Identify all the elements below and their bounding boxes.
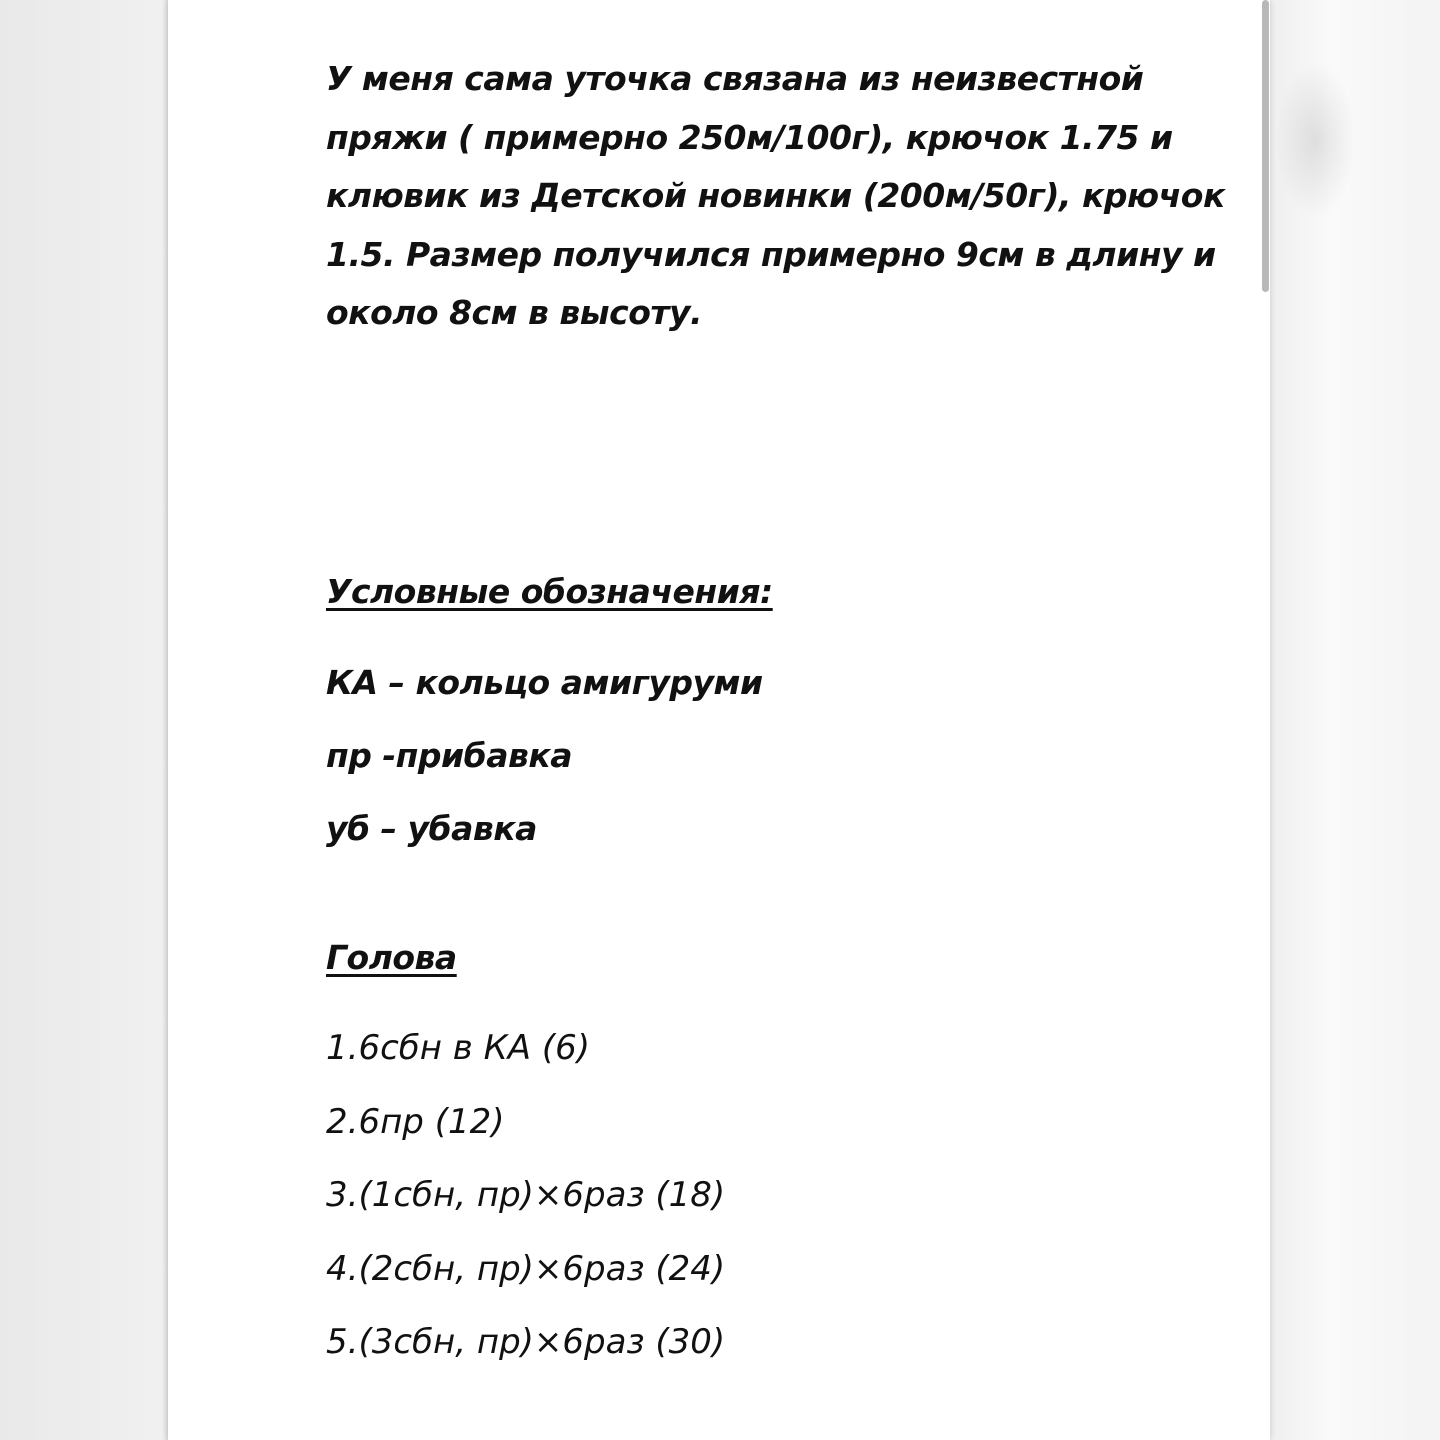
pattern-row: 4.(2сбн, пр)×6раз (24) [326,1248,726,1289]
scrollbar-thumb[interactable] [1262,0,1269,292]
head-section-title: Голова [326,938,457,977]
pattern-row: 3.(1сбн, пр)×6раз (18) [326,1175,726,1215]
legend-item: КА – кольцо амигуруми [326,663,763,702]
head-rows-list [326,1012,725,1380]
document-page [168,0,1270,1440]
legend-title: Условные обозначения: [326,572,773,611]
edge-shadow [1276,60,1356,220]
legend-item: уб – убавка [326,809,537,848]
vertical-scrollbar[interactable] [1258,0,1272,1440]
page-content [326,50,1226,1362]
pattern-row: 1.6сбн в КА (6) [326,1028,590,1068]
pattern-row: 5.(3сбн, пр)×6раз (30) [326,1322,726,1362]
intro-paragraph: У меня сама уточка связана из неизвестной пряжи ( примерно 250м/100г), крючок 1.75 и клювик из Детской новинки (200м/50г), крючок 1.5. Размер получился примерно 9см в длину и около 8см в высоту. [326,59,1225,332]
legend-list [326,646,763,865]
legend-item: пр -прибавка [326,736,573,775]
pattern-row: 2.6пр (12) [326,1101,505,1142]
